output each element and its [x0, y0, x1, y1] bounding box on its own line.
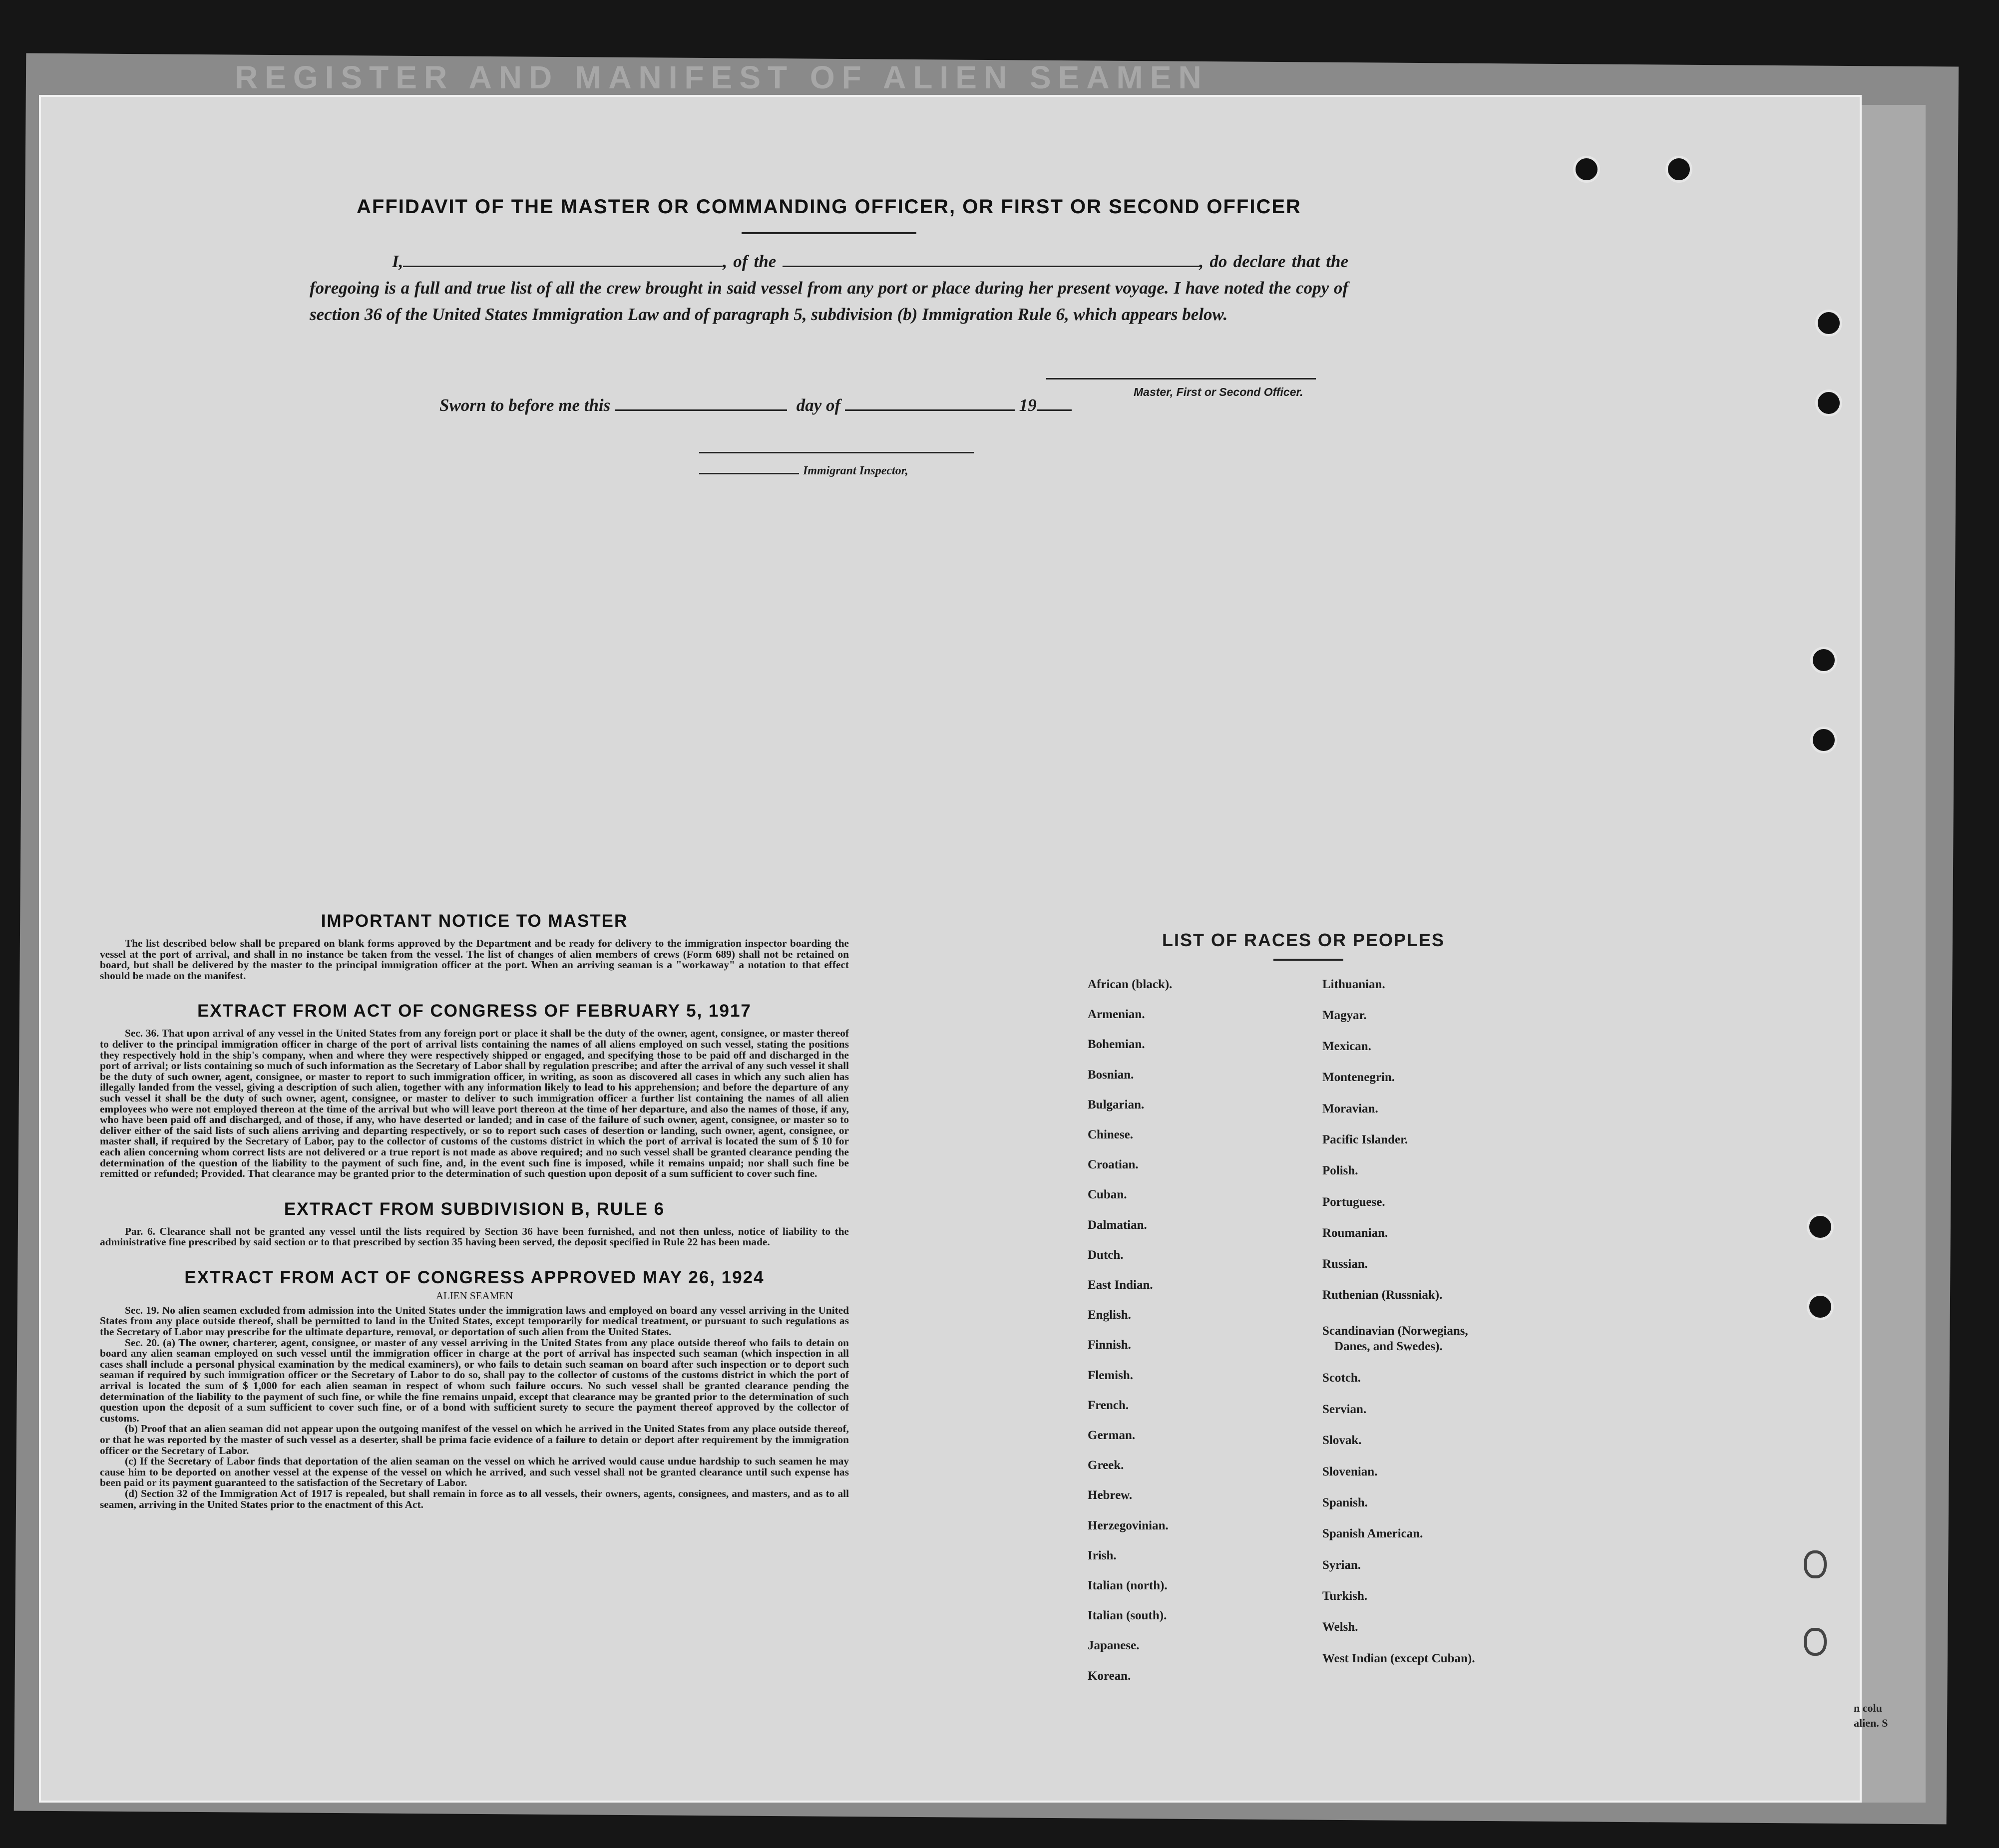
race-entry: Armenian. — [1088, 1008, 1145, 1022]
race-entry: Dalmatian. — [1088, 1218, 1147, 1232]
master-signature-label: Master, First or Second Officer. — [1134, 385, 1303, 398]
race-entry: Chinese. — [1088, 1128, 1133, 1141]
race-entry: Croatian. — [1088, 1158, 1139, 1172]
of-the-label: , of the — [723, 252, 777, 271]
legal-text-column — [100, 911, 849, 1510]
punch-hole-icon — [1807, 1293, 1834, 1320]
affidavit-body: that the foregoing is a full and true list of all the crew brought in said vessel from any port or place during her present voyage. I have noted the copy of section 36 of the United States Immigration Law and of paragraph 5, subdivision (b) Immigration Rule 6, which appears below. — [310, 252, 1349, 324]
race-entry: Irish. — [1088, 1548, 1117, 1562]
punch-hole-icon — [1815, 389, 1842, 416]
race-entry: Italian (north). — [1088, 1579, 1168, 1592]
race-entry: Hebrew. — [1088, 1488, 1133, 1502]
race-entry: Slovenian. — [1322, 1465, 1378, 1478]
race-entry: Ruthenian (Russniak). — [1322, 1288, 1443, 1302]
extract-1917-title: EXTRACT FROM ACT OF CONGRESS OF FEBRUARY 5, 1917 — [197, 1001, 752, 1021]
race-entry: Spanish. — [1322, 1496, 1368, 1509]
bleed-through-heading: REGISTER AND MANIFEST OF ALIEN SEAMEN — [235, 59, 1208, 95]
extract-1917-body: Sec. 36. That upon arrival of any vessel in the United States from any foreign port or place it shall be the duty of the owner, agent, consignee, or master thereof to deliver to the principal immigration officer in charge of the port of arrival lists containing the names of all aliens employed on such vessel, stating the positions they respectively hold in the ship's company, when and where they were respectively shipped or engaged, and specifying those to be paid off and discharged in the port of arrival; or lists containing so much of such information as the Secretary of Labor shall by regulation prescribe; and after the arrival of any such vessel it shall be the duty of such owner, agent, consignee, or master to report to such immigration officer, in writing, as soon as discovered all cases in which any such alien has illegally landed from the vessel, giving a description of such alien, together with any information likely to lead to his apprehension; and before the departure of any such vessel it shall be the duty of such owner, agent, consignee, or master to deliver to such immigration officer a further list containing the names of all alien employees who were not employed thereon at the time of the arrival but who will leave port thereon at the time of her departure, and also the names of those, if any, who have been paid off and discharged, and of those, if any, who have deserted or landed; and in case of the failure of such owner, agent, consignee, or master so to deliver either of the said lists of such aliens arriving and departing respectively, or so to report such cases of desertion or landing, such owner, agent, consignee, or master shall, if required by the Secretary of Labor, pay to the collector of customs of the customs district in which the port of arrival is located the sum of $ 10 for each alien concerning whom correct lists are not delivered or a true report is not made as above required; and no such vessel shall be granted clearance pending the determination of the question of the liability to the payment of such fine, and, in the event such fine is imposed, while it remains unpaid; nor shall such fine be remitted or refunded; Provided. That clearance may be granted prior to the determination of such question upon deposit of a sum sufficient to cover such fine. — [100, 1027, 849, 1180]
race-entry: Italian (south). — [1088, 1609, 1167, 1623]
race-entry: Syrian. — [1322, 1558, 1361, 1572]
notice-title: IMPORTANT NOTICE TO MASTER — [321, 911, 628, 931]
punch-hole-icon — [1804, 1628, 1827, 1656]
extract-1924-subtitle: ALIEN SEAMEN — [435, 1289, 513, 1302]
race-entry: Flemish. — [1088, 1368, 1133, 1382]
margin-fragment: alien. S — [1854, 1717, 1888, 1729]
sworn-label: Sworn to before me this — [439, 395, 611, 415]
vessel-field[interactable] — [783, 266, 1199, 267]
race-entry: West Indian (except Cuban). — [1322, 1652, 1475, 1665]
race-entry: Roumanian. — [1322, 1226, 1388, 1240]
year-prefix: 19 — [1019, 395, 1037, 415]
master-signature-field[interactable] — [1046, 378, 1316, 379]
race-entry: Dutch. — [1088, 1248, 1124, 1262]
race-entry: Greek. — [1088, 1459, 1124, 1473]
race-entry: Servian. — [1322, 1403, 1367, 1416]
race-entry: Scandinavian (Norwegians, — [1322, 1324, 1468, 1338]
inspector-signature-field[interactable] — [699, 452, 974, 453]
punch-hole-icon — [1573, 156, 1600, 183]
race-entry: Finnish. — [1088, 1338, 1131, 1352]
name-field[interactable] — [403, 266, 723, 267]
extract-1924-paragraph: (c) If the Secretary of Labor finds that deportation of the alien seaman on the vessel on which he arrived would cause undue hardship to such seamen he may cause him to be deported on another vessel at the expense of the vessel on which he arrived, and such vessel shall not be granted clearance until such expense has been paid or its payment guaranteed to the satisfaction of the Secretary of Labor. — [100, 1455, 849, 1489]
punch-hole-icon — [1665, 156, 1692, 183]
do-declare-label: , do declare — [1199, 252, 1286, 271]
extract-1924-title: EXTRACT FROM ACT OF CONGRESS APPROVED MAY 26, 1924 — [184, 1267, 765, 1287]
race-entry: East Indian. — [1088, 1278, 1153, 1292]
race-entry: French. — [1088, 1398, 1129, 1412]
race-entry: German. — [1088, 1429, 1136, 1442]
race-entry: Bosnian. — [1088, 1068, 1134, 1082]
day-of-label: day of — [796, 395, 841, 415]
sworn-line — [439, 395, 1072, 415]
race-entry: Spanish American. — [1322, 1527, 1423, 1540]
race-entry: Herzegovinian. — [1088, 1518, 1169, 1532]
race-entry: Cuban. — [1088, 1188, 1127, 1202]
i-label: I, — [392, 252, 403, 271]
race-entry: Slovak. — [1322, 1434, 1362, 1447]
title-rule — [742, 232, 916, 234]
extract-1924-paragraph: (b) Proof that an alien seaman did not appear upon the outgoing manifest of the vessel on which he arrived in the United States from any place outside thereof, or that he was reported by the master of such vessel as a deserter, shall be prima facie evidence of a failure to detain or deport after requirement by the immigration officer or the Secretary of Labor. — [100, 1423, 849, 1457]
affidavit-statement — [310, 248, 1348, 328]
race-entry: Pacific Islander. — [1322, 1133, 1408, 1146]
race-entry: Montenegrin. — [1322, 1071, 1395, 1084]
race-entry: Welsh. — [1322, 1620, 1358, 1634]
race-entry: Scotch. — [1322, 1371, 1361, 1385]
affidavit-section — [310, 196, 1348, 328]
race-entry: Bohemian. — [1088, 1038, 1145, 1052]
notice-body: The list described below shall be prepared on blank forms approved by the Department and be ready for delivery to the immigration inspector boarding the vessel at the port of arrival, and shall in no instance be taken from the vessel. The list of changes of alien members of crews (Form 689) shall not be retained on board, but shall be delivered by the master to the principal immigration officer at the port. When an arriving seaman is a "workaway" a notation to that effect should be made on the manifest. — [100, 937, 849, 982]
race-entry: African (black). — [1088, 978, 1173, 991]
extract-rule6-title: EXTRACT FROM SUBDIVISION B, RULE 6 — [284, 1199, 665, 1219]
punch-hole-icon — [1815, 310, 1842, 337]
inspector-line — [699, 464, 908, 478]
sworn-year-field[interactable] — [1037, 409, 1072, 411]
extract-1924-paragraph: Sec. 19. No alien seamen excluded from admission into the United States under the immigration laws and employed on board any vessel arriving in the United States from any place outside thereof, shall be permitted to land in the United States, except temporarily for medical treatment, or pursuant to such regulations as the Secretary of Labor may prescribe for the ultimate departure, removal, or deportation of such alien from the United States. — [100, 1304, 849, 1338]
race-entry: Danes, and Swedes). — [1334, 1340, 1443, 1353]
race-entry: Magyar. — [1322, 1009, 1367, 1022]
race-entry: Lithuanian. — [1322, 978, 1385, 991]
race-entry: Polish. — [1322, 1164, 1358, 1177]
race-entry: Japanese. — [1088, 1639, 1140, 1653]
sworn-month-field[interactable] — [845, 409, 1015, 411]
race-entry: Moravian. — [1322, 1102, 1378, 1115]
inspector-name-field[interactable] — [699, 473, 799, 474]
race-entry: English. — [1088, 1308, 1131, 1322]
race-entry: Korean. — [1088, 1669, 1131, 1683]
margin-fragment: n colu — [1854, 1702, 1882, 1714]
punch-hole-icon — [1810, 727, 1837, 753]
punch-hole-icon — [1804, 1550, 1827, 1578]
extract-1924-paragraph: Sec. 20. (a) The owner, charterer, agent, consignee, or master of any vessel arriving in the United States from any place outside thereof who fails to detain on board any alien seaman employed on such vessel until the immigration officer in charge at the port of arrival has inspected such seaman (which inspection in all cases shall include a personal physical examination by the medical examiners), or who fails to detain such seaman on board after such inspection or to deport such seaman if required by such immigration officer or the Secretary of Labor to do so, shall pay to the collector of customs of the customs district in which the port of arrival is located the sum of $ 1,000 for each alien seaman in respect of whom such failure occurs. No such vessel shall be granted clearance pending the determination of the liability to the payment of such fine, or while the fine remains unpaid, except that clearance may be granted prior to the determination of such question upon the deposit of a sum sufficient to cover such fine, or of a bond with sufficient surety to secure the payment thereof approved by the collector of customs. — [100, 1336, 849, 1424]
race-entry: Mexican. — [1322, 1040, 1371, 1053]
affidavit-title: AFFIDAVIT OF THE MASTER OR COMMANDING OFFICER, OR FIRST OR SECOND OFFICER — [357, 196, 1301, 218]
inspector-label: Immigrant Inspector, — [803, 464, 908, 477]
race-entry: Russian. — [1322, 1257, 1368, 1271]
sworn-day-field[interactable] — [615, 409, 787, 411]
extract-rule6-body: Par. 6. Clearance shall not be granted any vessel until the lists required by Section 36 have been furnished, and not then unless, notice of liability to the administrative fine prescribed by said section or to that prescribed by section 35 having been served, the deposit specified in Rule 22 has been made. — [100, 1225, 849, 1248]
race-entry: Bulgarian. — [1088, 1098, 1145, 1111]
punch-hole-icon — [1807, 1213, 1834, 1240]
races-title-rule — [1273, 959, 1343, 961]
race-entry: Turkish. — [1322, 1589, 1368, 1603]
race-entry: Portuguese. — [1322, 1195, 1385, 1209]
races-title: LIST OF RACES OR PEOPLES — [1162, 930, 1445, 950]
extract-1924-paragraph: (d) Section 32 of the Immigration Act of 1917 is repealed, but shall remain in force as to all vessels, their owners, agents, consignees, and masters, and as to all seamen, arriving in the United States prior to the enactment of this Act. — [100, 1487, 849, 1510]
punch-hole-icon — [1810, 647, 1837, 674]
